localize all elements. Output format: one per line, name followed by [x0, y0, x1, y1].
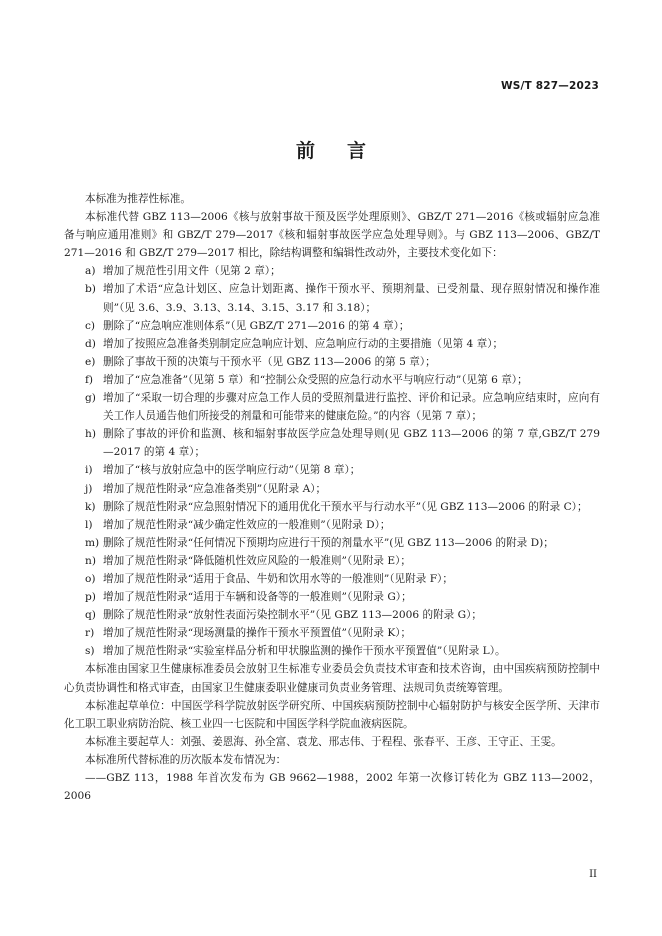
changes-list — [64, 262, 600, 660]
page-title: 前言 — [295, 140, 398, 162]
list-marker: b) — [85, 283, 96, 296]
list-marker: p) — [85, 591, 96, 604]
list-marker: d) — [85, 337, 96, 350]
list-marker: f) — [85, 373, 94, 386]
list-item — [64, 498, 600, 516]
list-marker: g) — [85, 392, 96, 405]
list-item — [64, 335, 600, 353]
list-item — [64, 606, 600, 624]
list-item-text: 增加了规范性附录“实验室样品分析和甲状腺监测的操作干预水平预置值”（见附录 L）。 — [103, 645, 506, 658]
list-item-text: 增加了“应急准备”（见第 5 章）和“控制公众受照的应急行动水平与响应行动”（见第 6 章）； — [103, 373, 528, 386]
list-item — [64, 642, 600, 660]
list-item-text: 删除了规范性附录“应急照射情况下的通用优化干预水平与行动水平”（见 GBZ 113—2006 的附录 C）； — [103, 500, 588, 513]
list-item — [64, 353, 600, 371]
list-item-text: 增加了规范性附录“适用于车辆和设备等的一般准则”（见附录 G）； — [103, 591, 412, 604]
list-item-text: 删除了“应急响应准则体系”（见 GBZ/T 271—2016 的第 4 章）； — [103, 319, 410, 332]
paragraph: 本标准为推荐性标准。 — [85, 193, 191, 205]
list-marker: e) — [85, 355, 96, 368]
list-marker: c) — [85, 319, 96, 332]
list-item — [64, 280, 600, 316]
list-item-text: 增加了规范性附录“现场测量的操作干预水平预置值”（见附录 K）； — [103, 627, 412, 640]
list-item-text: 增加了“采取一切合理的步骤对应急工作人员的受照剂量进行监控、评价和记录。应急响应结束时，应向有关工作人员通告他们所接受的剂量和可能带来的健康危险。”的内容（见第 7 章）； — [103, 392, 600, 423]
paragraph: 本标准所代替标准的历次版本发布情况为： — [85, 753, 287, 766]
list-item — [64, 425, 600, 461]
list-item — [64, 317, 600, 335]
list-item — [64, 570, 600, 588]
list-marker: h) — [85, 428, 96, 441]
list-item-text: 增加了规范性附录“降低随机性效应风险的一般准则”（见附录 E）； — [103, 554, 411, 567]
list-marker: l) — [85, 518, 93, 531]
list-marker: q) — [85, 609, 96, 622]
paragraph: 本标准起草单位：中国医学科学院放射医学研究所、中国疾病预防控制中心辐射防护与核安全医学所、天津市化工职工职业病防治院、核工业四一七医院和中国医学科学院血液病医院。 — [64, 699, 600, 730]
list-item-text: 删除了规范性附录“放射性表面污染控制水平”（见 GBZ 113—2006 的附录 G）； — [103, 609, 482, 622]
list-item-text: 增加了规范性附录“减少确定性效应的一般准则”（见附录 D）； — [103, 518, 391, 531]
list-item — [64, 516, 600, 534]
list-item-text: 增加了规范性附录“应急准备类别”（见附录 A）； — [103, 482, 327, 495]
paragraph: 本标准主要起草人：刘强、姜恩海、孙全富、袁龙、邢志伟、于程程、张春平、王彦、王守正、王雯。 — [85, 735, 562, 748]
list-item — [64, 624, 600, 642]
list-item-text: 删除了事故的评价和监测、核和辐射事故医学应急处理导则(见 GBZ 113—2006 的第 7 章,GBZ/T 279—2017 的第 4 章）； — [103, 428, 600, 459]
list-item-text: 增加了按照应急准备类别制定应急响应计划、应急响应行动的主要措施（见第 4 章）； — [103, 337, 504, 350]
list-marker: m) — [85, 536, 100, 549]
document-body — [64, 190, 600, 805]
list-item-text: 增加了规范性附录“适用于食品、牛奶和饮用水等的一般准则”（见附录 F）； — [103, 572, 453, 585]
list-item — [64, 480, 600, 498]
list-item — [64, 461, 600, 479]
list-marker: s) — [85, 645, 95, 658]
page-number: II — [589, 869, 597, 880]
list-item-text: 增加了术语“应急计划区、应急计划距离、操作干预水平、预期剂量、已受剂量、现存照射情况和操作准则”（见 3.6、3.9、3.13、3.14、3.15、3.17 和 3.18）； — [103, 283, 600, 314]
list-marker: n) — [85, 554, 96, 567]
list-marker: a) — [85, 265, 96, 278]
paragraph: 本标准由国家卫生健康标准委员会放射卫生标准专业委员会负责技术审查和技术咨询，由中国疾病预防控制中心负责协调性和格式审查，由国家卫生健康委职业健康司负责业务管理、法规司负责统筹管理。 — [64, 663, 600, 694]
list-marker: r) — [85, 627, 95, 640]
list-item — [64, 588, 600, 606]
list-item-text: 删除了规范性附录“任何情况下预期均应进行干预的剂量水平”(见 GBZ 113—2006 的附录 D)； — [103, 536, 554, 549]
paragraph: ——GBZ 113，1988 年首次发布为 GB 9662—1988，2002 年第一次修订转化为 GBZ 113—2002，2006 — [64, 772, 600, 803]
list-item — [64, 371, 600, 389]
list-item — [64, 552, 600, 570]
list-item-text: 增加了规范性引用文件（见第 2 章）； — [103, 265, 281, 278]
list-marker: j) — [85, 482, 93, 495]
list-item-text: 增加了“核与放射应急中的医学响应行动”（见第 8 章）； — [103, 464, 361, 477]
list-item — [64, 389, 600, 425]
list-marker: o) — [85, 572, 96, 585]
paragraph: 本标准代替 GBZ 113—2006《核与放射事故干预及医学处理原则》、GBZ/T 271—2016《核或辐射应急准备与响应通用准则》和 GBZ/T 279—2017《核和辐射事故医学应急处理导则》。与 GBZ 113—2006、GBZ/T 271—2016 和 GBZ/T 279—2017 相比，除结构调整和编辑性改动外，主要技术变化如下： — [64, 211, 600, 260]
list-item — [64, 262, 600, 280]
list-item — [64, 534, 600, 552]
list-marker: k) — [85, 500, 96, 513]
list-marker: i) — [85, 464, 93, 477]
list-item-text: 删除了事故干预的决策与干预水平（见 GBZ 113—2006 的第 5 章）； — [103, 355, 436, 368]
standard-code: WS/T 827—2023 — [500, 80, 599, 92]
